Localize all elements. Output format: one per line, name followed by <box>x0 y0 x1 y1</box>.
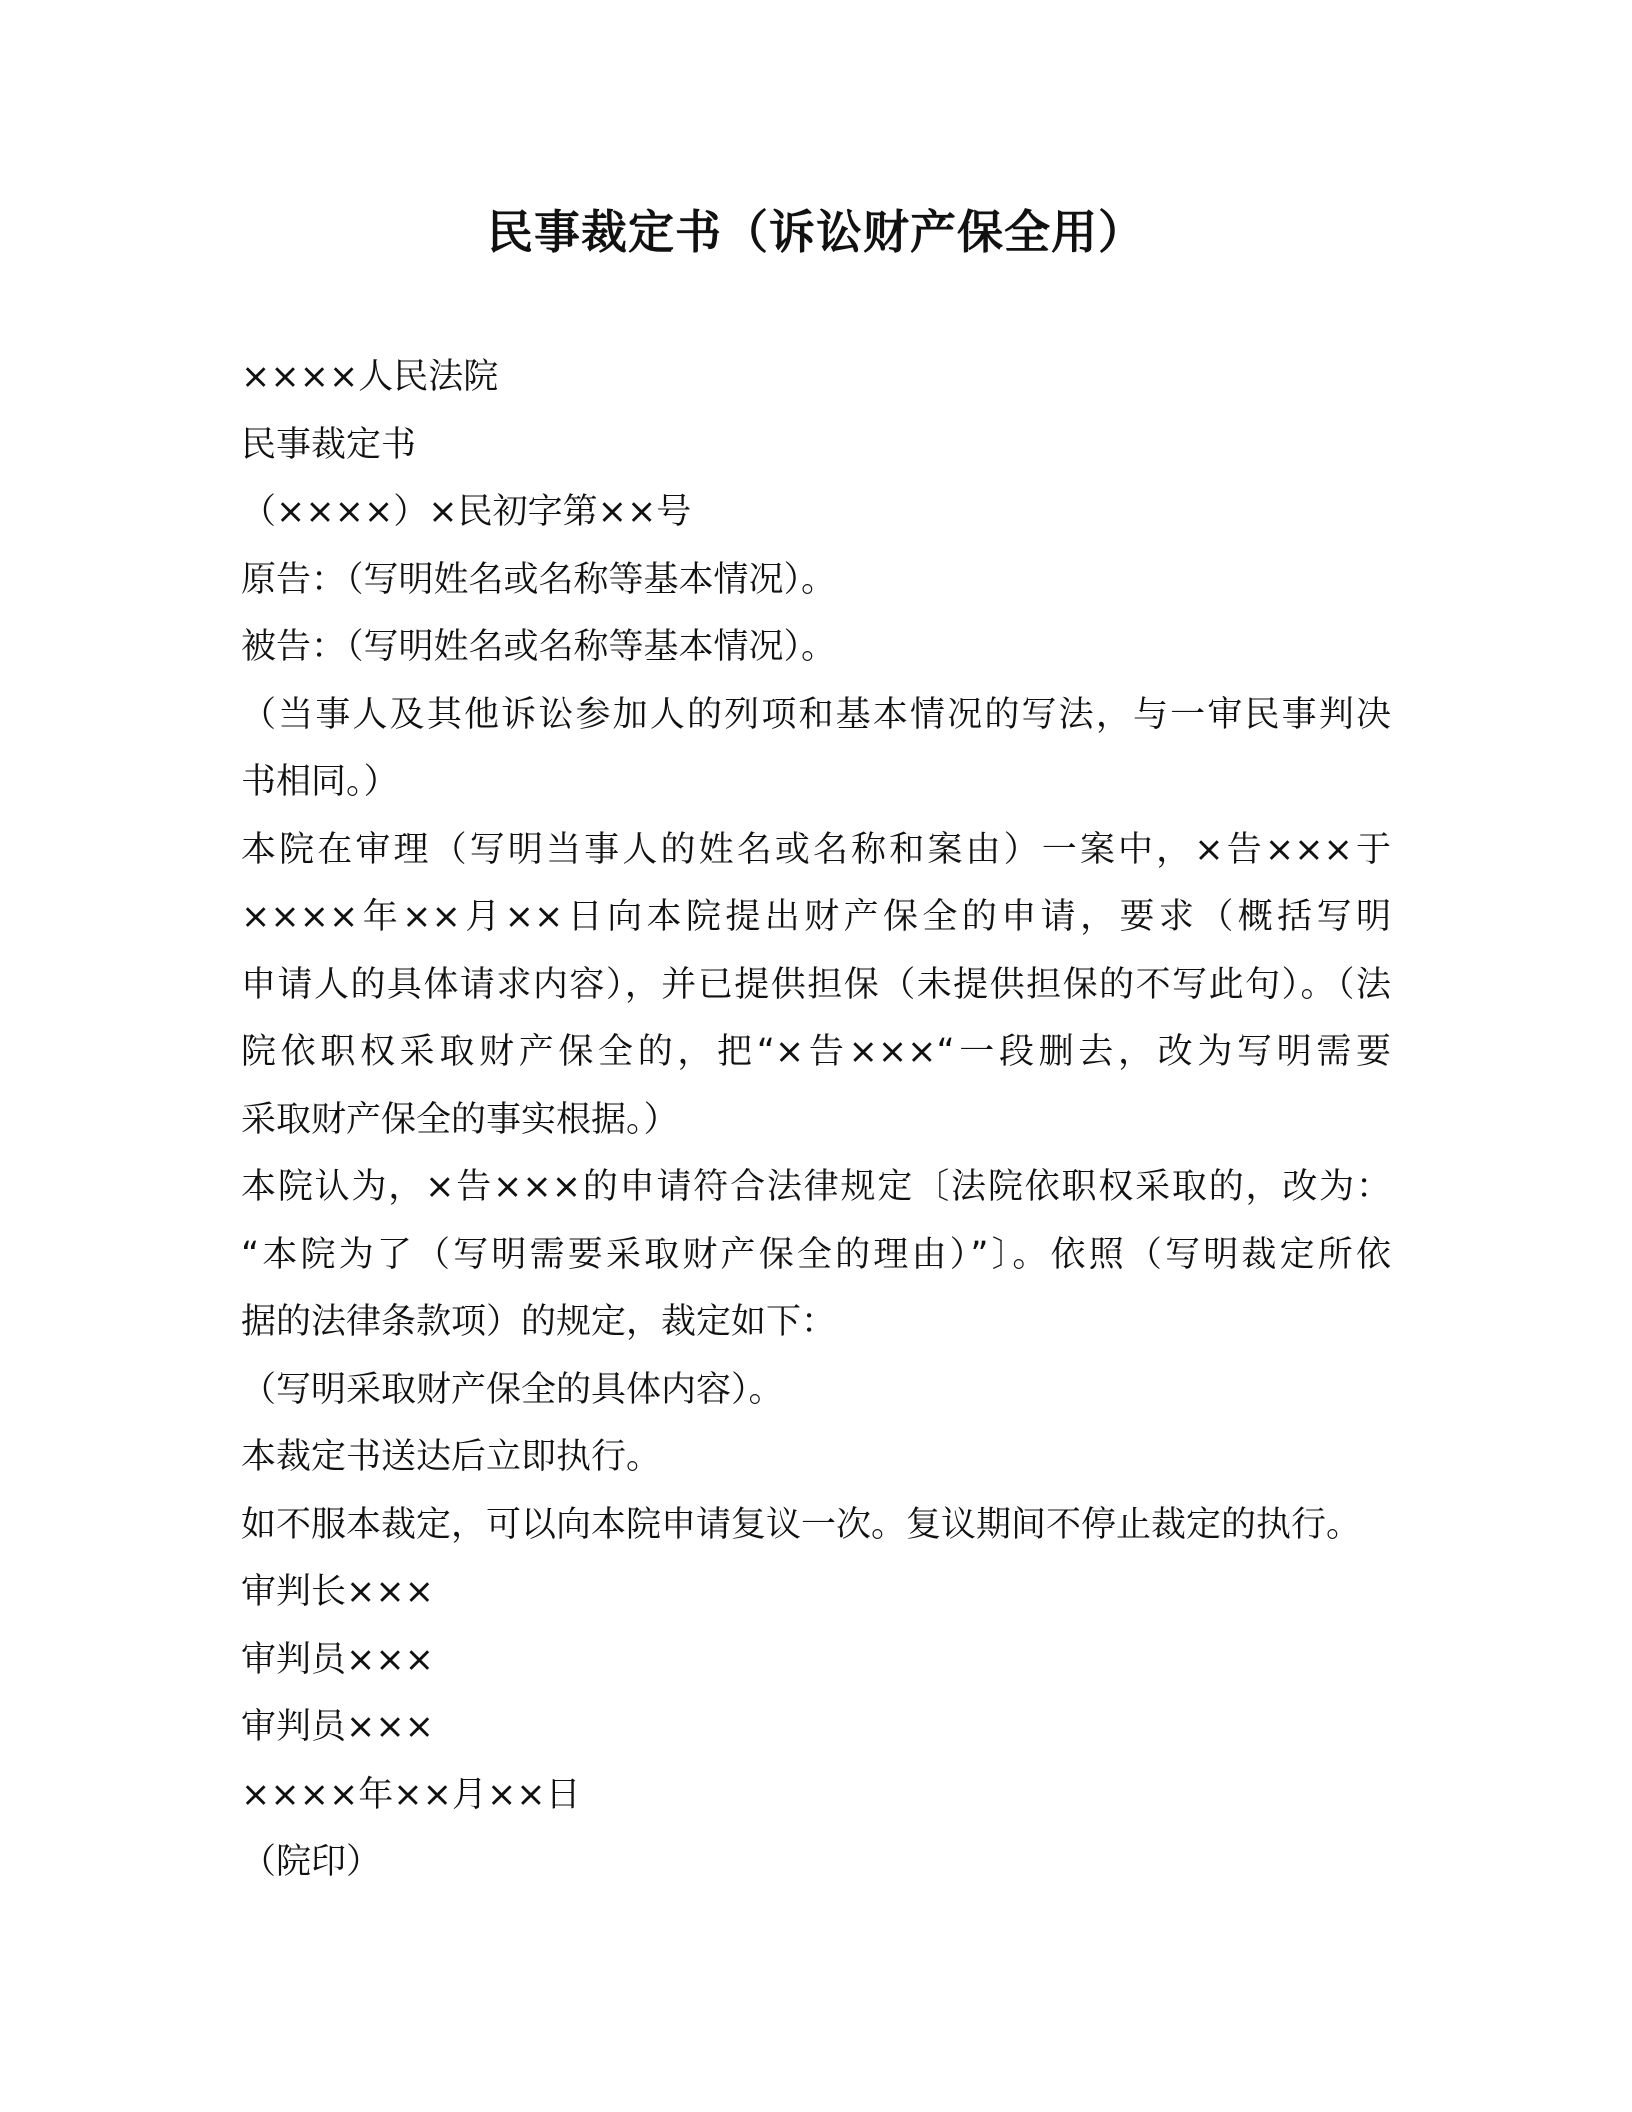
party-note-line-1: （当事人及其他诉讼参加人的列项和基本情况的写法，与一审民事判决 <box>241 694 1391 735</box>
party-note-line-2: 书相同。） <box>241 762 399 802</box>
reconsideration-note: 如不服本裁定，可以向本院申请复议一次。复议期间不停止裁定的执行。 <box>241 1504 1362 1545</box>
opinion-paragraph-line-3: 据的法律条款项）的规定，裁定如下： <box>241 1302 837 1342</box>
document-body <box>241 344 1391 1897</box>
trial-paragraph-line-5: 采取财产保全的事实根据。） <box>241 1099 679 1140</box>
opinion-paragraph-line-2: “本院为了（写明需要采取财产保全的理由）”〕。依照（写明裁定所依 <box>241 1234 1391 1275</box>
document-title: 民事裁定书（诉讼财产保全用） <box>487 205 1145 259</box>
document-date: ××××年××月××日 <box>241 1774 581 1815</box>
court-seal-note: （院印） <box>241 1842 382 1882</box>
ruling-content: （写明采取财产保全的具体内容）。 <box>241 1369 784 1410</box>
case-number: （××××）×民初字第××号 <box>241 492 692 532</box>
defendant-line: 被告：（写明姓名或名称等基本情况）。 <box>241 627 837 667</box>
trial-paragraph-line-2: ××××年××月××日向本院提出财产保全的申请，要求（概括写明 <box>241 897 1391 937</box>
judge-2: 审判员××× <box>241 1707 434 1747</box>
trial-paragraph-line-4: 院依职权采取财产保全的，把“×告×××“一段删去，改为写明需要 <box>241 1032 1391 1072</box>
plaintiff-line: 原告：（写明姓名或名称等基本情况）。 <box>241 559 837 600</box>
judge-1: 审判员××× <box>241 1639 434 1680</box>
document-type: 民事裁定书 <box>241 424 417 465</box>
presiding-judge: 审判长××× <box>241 1572 434 1612</box>
trial-paragraph-line-1: 本院在审理（写明当事人的姓名或名称和案由）一案中，×告×××于 <box>241 829 1391 870</box>
opinion-paragraph-line-1: 本院认为，×告×××的申请符合法律规定〔法院依职权采取的，改为： <box>241 1167 1391 1207</box>
execution-note: 本裁定书送达后立即执行。 <box>241 1437 662 1477</box>
trial-paragraph-line-3: 申请人的具体请求内容），并已提供担保（未提供担保的不写此句）。（法 <box>241 964 1391 1005</box>
court-name: ××××人民法院 <box>241 357 499 397</box>
